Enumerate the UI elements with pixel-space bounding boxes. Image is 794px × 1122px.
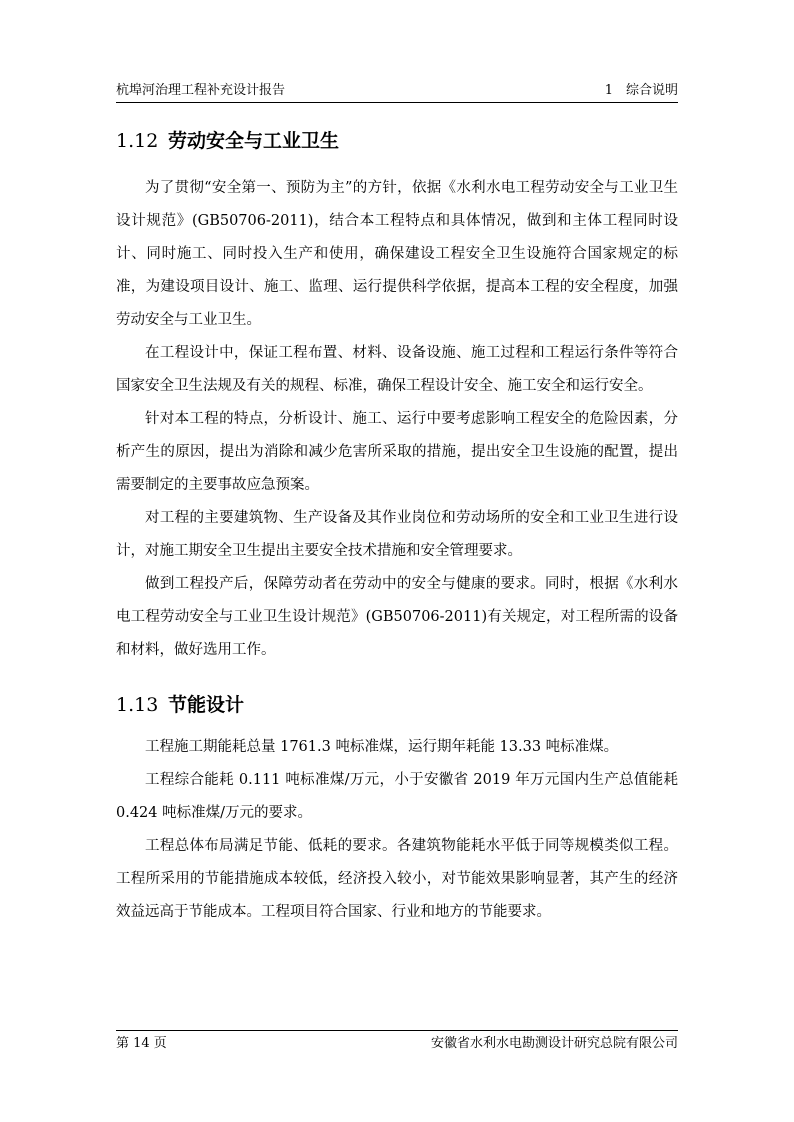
paragraph: 工程施工期能耗总量 1761.3 吨标准煤，运行期年耗能 13.33 吨标准煤。 bbox=[145, 739, 619, 755]
paragraph: 对工程的主要建筑物、生产设备及其作业岗位和劳动场所的安全和工业卫生进行设计，对施工期安全卫生提出主要安全技术措施和安全管理要求。 bbox=[116, 510, 678, 559]
section-title: 劳动安全与工业卫生 bbox=[168, 130, 340, 152]
paragraph: 在工程设计中，保证工程布置、材料、设备设施、施工过程和工程运行条件等符合国家安全卫生法规及有关的规程、标准，确保工程设计安全、施工安全和运行安全。 bbox=[116, 345, 678, 394]
paragraph: 工程总体布局满足节能、低耗的要求。各建筑物能耗水平低于同等规模类似工程。工程所采用的节能措施成本较低，经济投入较小，对节能效果影响显著，其产生的经济效益远高于节能成本。工程项目符合国家、行业和地方的节能要求。 bbox=[116, 838, 678, 920]
chapter-label: 1 综合说明 bbox=[604, 83, 678, 98]
paragraph: 做到工程投产后，保障劳动者在劳动中的安全与健康的要求。同时，根据《水利水电工程劳动安全与工业卫生设计规范》(GB50706-2011)有关规定，对工程所需的设备和材料，做好选用工作。 bbox=[116, 576, 678, 658]
running-footer bbox=[116, 1030, 678, 1055]
section-heading-1-12 bbox=[116, 128, 339, 154]
section-number: 1.13 bbox=[116, 694, 159, 716]
report-title: 杭埠河治理工程补充设计报告 bbox=[116, 83, 286, 98]
paragraph: 为了贯彻“安全第一、预防为主”的方针，依据《水利水电工程劳动安全与工业卫生设计规范》(GB50706-2011)，结合本工程特点和具体情况，做到和主体工程同时设计、同时施工、同时投入生产和使用，确保建设工程安全卫生设施符合国家规定的标准，为建设项目设计、施工、监理、运行提供科学依据，提高本工程的安全程度，加强劳动安全与工业卫生。 bbox=[116, 180, 678, 328]
section-number: 1.12 bbox=[116, 130, 159, 152]
section-title: 节能设计 bbox=[168, 694, 245, 716]
section-heading-1-13 bbox=[116, 692, 244, 718]
page-number: 第 14 页 bbox=[116, 1036, 167, 1051]
paragraph: 工程综合能耗 0.111 吨标准煤/万元，小于安徽省 2019 年万元国内生产总值能耗 0.424 吨标准煤/万元的要求。 bbox=[116, 772, 678, 821]
organization-name: 安徽省水利水电勘测设计研究总院有限公司 bbox=[430, 1036, 678, 1051]
section-body-1-12 bbox=[116, 172, 678, 667]
paragraph: 针对本工程的特点，分析设计、施工、运行中要考虑影响工程安全的危险因素，分析产生的原因，提出为消除和减少危害所采取的措施，提出安全卫生设施的配置，提出需要制定的主要事故应急预案。 bbox=[116, 411, 678, 493]
running-header bbox=[116, 80, 678, 103]
section-body-1-13 bbox=[116, 731, 678, 929]
